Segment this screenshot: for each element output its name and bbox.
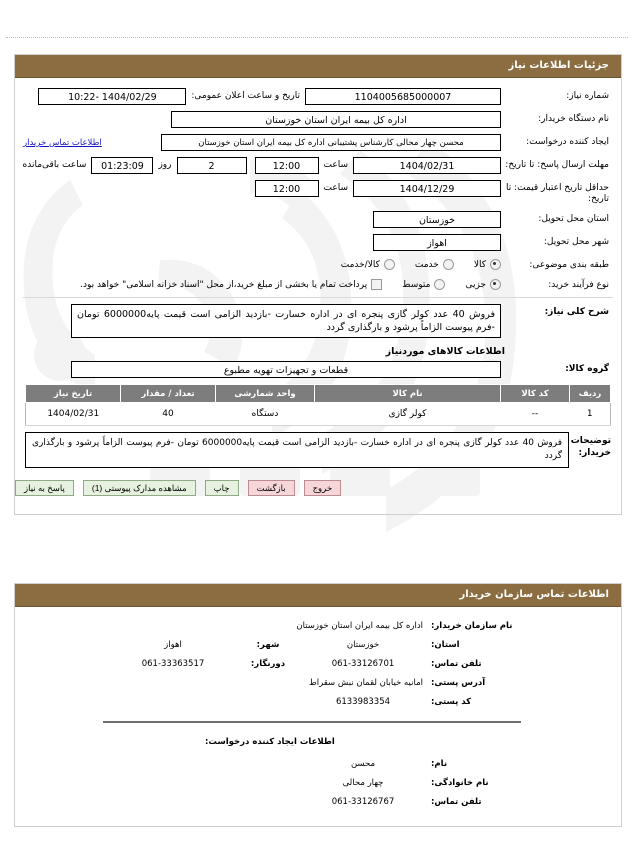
contact-address-label: آدرس پستی: [431, 678, 486, 688]
row-delivery-city [15, 234, 621, 251]
goods-group-label: گروه کالا: [565, 364, 609, 374]
cell-need-date: 1404/02/31 [26, 403, 121, 426]
summary-value: فروش 40 عدد کولر گازی پنجره ای در اداره خسارت -بازدید الزامی است قیمت پایه6000000 تومان -فرم پیوست الزاماً پرشود و بارگذاری گردد [71, 304, 501, 338]
contact-row-phone [15, 659, 621, 669]
days-label: روز [158, 160, 172, 170]
deadline-hour-label: ساعت [323, 160, 348, 170]
creator-phone-label: تلفن تماس: [431, 797, 482, 807]
validity-hour-label: ساعت [323, 183, 348, 193]
creator-row-phone [15, 797, 621, 807]
divider-above-summary [23, 297, 613, 298]
radio-jozei-icon[interactable] [490, 279, 501, 290]
validity-label: حداقل تاریخ اعتبار قیمت: تا تاریخ: [506, 183, 609, 204]
need-details-title: جزئیات اطلاعات نیاز [15, 55, 621, 78]
col-radif: ردیف [570, 385, 611, 403]
contact-city-value: اهواز [164, 640, 182, 650]
validity-date: 1404/12/29 [353, 180, 501, 197]
creator-phone-value: 061-33126767 [331, 797, 395, 807]
need-details-panel [14, 54, 622, 515]
process-option-motavasset[interactable] [402, 279, 445, 290]
col-name: نام کالا [315, 385, 501, 403]
summary-label: شرح کلی نیاز: [544, 307, 609, 317]
goods-section-title: اطلاعات کالاهای موردنیاز [385, 346, 505, 357]
row-category [15, 257, 621, 271]
row-buyer-org [15, 111, 621, 128]
category-option-khedmat[interactable] [415, 259, 454, 270]
process-option-jozei[interactable] [465, 279, 501, 290]
row-delivery-province [15, 211, 621, 228]
buyer-notes [25, 432, 611, 468]
contact-row-org [15, 621, 621, 631]
buyer-org-label: نام دستگاه خریدار: [538, 114, 609, 124]
contact-phone-value: 061-33126701 [331, 659, 395, 669]
contact-org-value: اداره کل بیمه ایران استان خوزستان [296, 621, 423, 631]
items-table [25, 384, 611, 426]
view-attachments-button[interactable]: مشاهده مدارک پیوستی (1) [83, 480, 196, 496]
contact-phone-label: تلفن تماس: [431, 659, 482, 669]
row-summary [15, 304, 621, 338]
delivery-province-value: خوزستان [373, 211, 501, 228]
items-table-header-row [26, 385, 611, 403]
col-qty: تعداد / مقدار [121, 385, 216, 403]
remaining-days: 2 [177, 157, 247, 174]
category-option-kala-khedmat[interactable] [341, 259, 395, 270]
radio-khedmat-icon[interactable] [443, 259, 454, 270]
cell-qty: 40 [121, 403, 216, 426]
row-creator [15, 134, 621, 151]
creator-value: محسن چهار محالی کارشناس پشتیبانی اداره کل بیمه ایران استان خوزستان [161, 134, 501, 151]
category-option-1-label: خدمت [414, 259, 439, 270]
creator-first-name-label: نام: [431, 759, 448, 769]
announce-label: تاریخ و ساعت اعلان عمومی: [191, 91, 300, 101]
contact-row-postal [15, 697, 621, 707]
contact-province-label: استان: [431, 640, 460, 650]
goods-group-value: قطعات و تجهیزات تهویه مطبوع [71, 361, 501, 378]
buyer-contact-panel [14, 583, 622, 827]
contact-city-label: شهر: [256, 640, 280, 650]
table-row [26, 403, 611, 426]
creator-section-title: اطلاعات ایجاد کننده درخواست: [205, 737, 335, 747]
cell-code: -- [501, 403, 570, 426]
contact-postal-label: کد پستی: [431, 697, 472, 707]
buyer-contact-link[interactable]: اطلاعات تماس خریدار [23, 138, 102, 148]
radio-kala-icon[interactable] [490, 259, 501, 270]
respond-to-need-button[interactable]: پاسخ به نیاز [15, 480, 74, 496]
process-type-label: نوع فرآیند خرید: [548, 280, 609, 290]
col-code: کد کالا [501, 385, 570, 403]
remaining-time: 01:23:09 [91, 157, 153, 174]
creator-row-first-name [15, 759, 621, 769]
row-process-type [15, 277, 621, 291]
checkbox-treasury-icon[interactable] [371, 279, 382, 290]
creator-row-last-name [15, 778, 621, 788]
buyer-contact-title: اطلاعات تماس سازمان خریدار [15, 584, 621, 607]
treasury-checkbox-group[interactable] [80, 279, 382, 290]
buyer-notes-value: فروش 40 عدد کولر گازی پنجره ای در اداره خسارت -بازدید الزامی است قیمت پایه6000000 تومان -فرم پیوست الزاماً پرشود و بارگذاری گردد [25, 432, 569, 468]
validity-time: 12:00 [255, 180, 319, 197]
delivery-city-label: شهر محل تحویل: [543, 237, 609, 247]
contact-address-value: امانیه خیابان لقمان نبش سقراط [308, 678, 423, 688]
back-button[interactable]: بازگشت [248, 480, 295, 496]
print-button[interactable]: چاپ [205, 480, 239, 496]
delivery-city-value: اهواز [373, 234, 501, 251]
contact-row-province [15, 640, 621, 650]
process-option-1-label: متوسط [402, 279, 431, 290]
contact-org-label: نام سازمان خریدار: [431, 621, 513, 631]
deadline-label: مهلت ارسال پاسخ: تا تاریخ: [505, 160, 609, 170]
creator-last-name-value: چهار محالی [342, 778, 384, 788]
radio-motavasset-icon[interactable] [434, 279, 445, 290]
contact-divider [103, 721, 521, 723]
deadline-date: 1404/02/31 [353, 157, 501, 174]
creator-last-name-label: نام خانوادگی: [431, 778, 489, 788]
buyer-notes-label: توضیحات خریدار: [570, 436, 611, 458]
contact-province-value: خوزستان [346, 640, 380, 650]
radio-kala-khedmat-icon[interactable] [384, 259, 395, 270]
category-option-2-label: کالا/خدمت [340, 259, 380, 270]
top-divider [6, 37, 628, 38]
contact-fax-label: دورنگار: [250, 659, 286, 669]
row-goods-group [15, 361, 621, 378]
buyer-org-value: اداره کل بیمه ایران استان خوزستان [171, 111, 501, 128]
category-option-0-label: کالا [473, 259, 486, 270]
buyer-contact-body [15, 607, 621, 826]
deadline-time: 12:00 [255, 157, 319, 174]
announce-value: 1404/02/29 -10:22 [38, 88, 186, 105]
need-number-value: 1104005685000007 [305, 88, 501, 105]
cell-radif: 1 [570, 403, 611, 426]
cell-unit: دستگاه [216, 403, 315, 426]
need-details-body [15, 78, 621, 514]
col-unit: واحد شمارشی [216, 385, 315, 403]
col-need-date: تاریخ نیاز [26, 385, 121, 403]
row-deadline [15, 157, 621, 174]
contact-row-address [15, 678, 621, 688]
delivery-province-label: استان محل تحویل: [538, 214, 609, 224]
action-button-bar [15, 468, 503, 506]
exit-button[interactable]: خروج [304, 480, 342, 496]
row-need-number [15, 88, 621, 105]
need-number-label: شماره نیاز: [566, 91, 609, 101]
creator-first-name-value: محسن [350, 759, 376, 769]
category-option-kala[interactable] [474, 259, 501, 270]
remaining-label: ساعت باقی‌مانده [22, 160, 87, 170]
creator-label: ایجاد کننده درخواست: [526, 137, 609, 147]
process-option-0-label: جزیی [465, 279, 486, 290]
contact-postal-value: 6133983354 [335, 697, 391, 707]
contact-fax-value: 061-33363517 [141, 659, 205, 669]
treasury-checkbox-label: پرداخت تمام یا بخشی از مبلغ خرید،از محل "اسناد خزانه اسلامی" خواهد بود. [80, 279, 368, 290]
category-label: طبقه بندی موضوعی: [529, 260, 609, 270]
row-validity [15, 180, 621, 205]
cell-name: کولر گازی [315, 403, 501, 426]
